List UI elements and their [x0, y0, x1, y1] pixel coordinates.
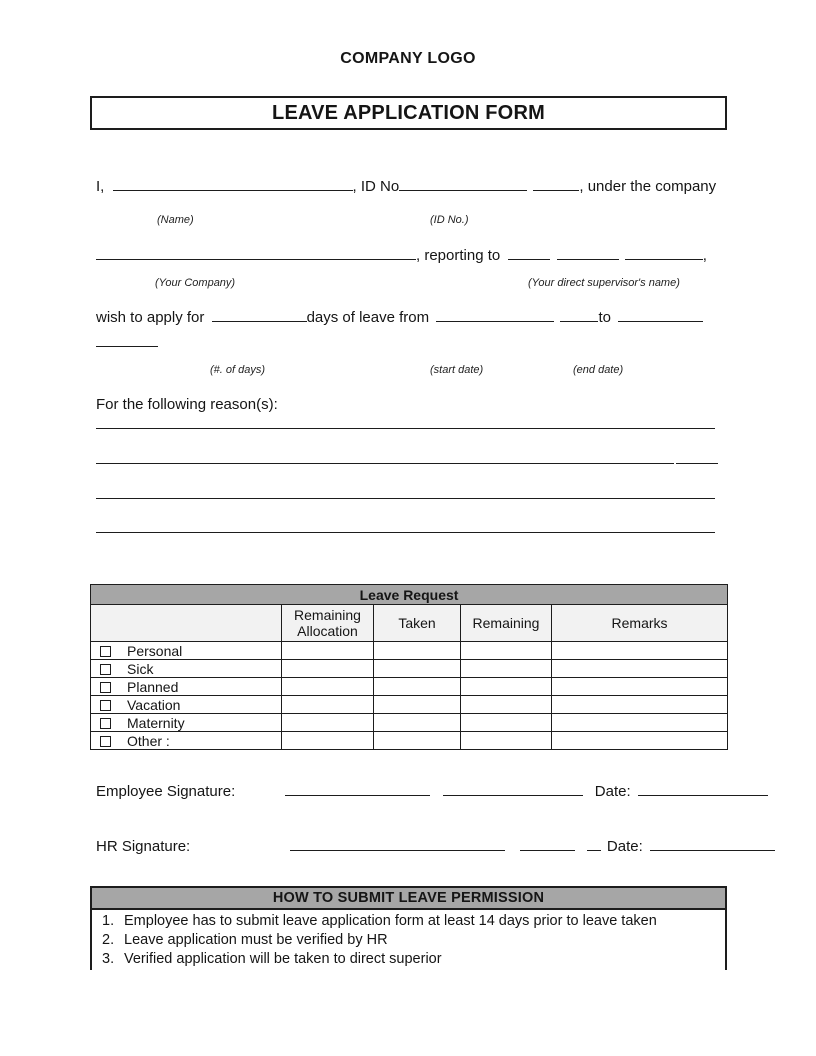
leave-request-table-title: Leave Request	[91, 585, 728, 605]
sick-remaining-cell[interactable]	[461, 660, 552, 678]
employee-signature-blank-1[interactable]	[285, 781, 430, 796]
intro-line-1	[96, 176, 716, 195]
start-date-hint: (start date)	[430, 364, 484, 376]
table-row-personal	[91, 642, 728, 660]
sick-checkbox[interactable]	[100, 664, 111, 675]
hr-signature-blank-1[interactable]	[290, 836, 505, 851]
employee-signature-blank-2[interactable]	[443, 781, 583, 796]
table-row-planned	[91, 678, 728, 696]
supervisor-blank-3[interactable]	[625, 245, 703, 260]
planned-remaining-allocation-cell[interactable]	[282, 678, 374, 696]
hr-signature-row	[96, 836, 775, 855]
personal-remaining-allocation-cell[interactable]	[282, 642, 374, 660]
reason-line-2b[interactable]	[676, 463, 718, 464]
col-remaining: Remaining	[461, 605, 552, 642]
intro-line2-end: ,	[702, 247, 707, 264]
reason-line-3[interactable]	[96, 498, 715, 499]
sick-remaining-allocation-cell[interactable]	[282, 660, 374, 678]
submit-instruction-1: Employee has to submit leave application form at least 14 days prior to leave taken	[124, 913, 657, 929]
supervisor-blank-1[interactable]	[508, 245, 550, 260]
maternity-taken-cell[interactable]	[374, 714, 461, 732]
maternity-remaining-cell[interactable]	[461, 714, 552, 732]
submit-instruction-2: Leave application must be verified by HR	[124, 932, 388, 948]
intro-line-3-continuation	[96, 332, 158, 351]
planned-checkbox[interactable]	[100, 682, 111, 693]
your-company-hint: (Your Company)	[155, 277, 236, 289]
form-title: LEAVE APPLICATION FORM	[272, 102, 545, 124]
reason-line-4[interactable]	[96, 532, 715, 533]
other-remarks-cell[interactable]	[552, 732, 728, 750]
num-days-blank[interactable]	[212, 307, 307, 322]
table-row-vacation	[91, 696, 728, 714]
col-remaining-allocation: Remaining Allocation	[282, 605, 374, 642]
submit-instruction-3: Verified application will be taken to direct superior	[124, 951, 442, 967]
sick-taken-cell[interactable]	[374, 660, 461, 678]
vacation-remaining-cell[interactable]	[461, 696, 552, 714]
intro-line-3	[96, 307, 703, 326]
intro-line1-prefix: I,	[96, 178, 105, 195]
personal-remarks-cell[interactable]	[552, 642, 728, 660]
other-taken-cell[interactable]	[374, 732, 461, 750]
planned-remaining-cell[interactable]	[461, 678, 552, 696]
employee-signature-label: Employee Signature:	[96, 783, 236, 800]
row-label: Other :	[127, 732, 170, 749]
table-row-maternity	[91, 714, 728, 732]
row-label: Personal	[127, 642, 183, 659]
maternity-remarks-cell[interactable]	[552, 714, 728, 732]
supervisor-hint: (Your direct supervisor's name)	[528, 277, 680, 289]
intro-line1-mid: , ID No	[352, 178, 400, 195]
other-checkbox[interactable]	[100, 736, 111, 747]
start-date-blank-2[interactable]	[560, 307, 598, 322]
col-leave-type	[91, 605, 282, 642]
intro-line-2	[96, 245, 707, 264]
end-date-hint: (end date)	[573, 364, 624, 376]
name-hint: (Name)	[157, 214, 194, 226]
end-date-blank[interactable]	[618, 307, 703, 322]
personal-remaining-cell[interactable]	[461, 642, 552, 660]
intro-line2-mid: , reporting to	[416, 247, 501, 264]
reason-label: For the following reason(s):	[96, 396, 278, 413]
leave-request-header-row	[91, 605, 728, 642]
vacation-checkbox[interactable]	[100, 700, 111, 711]
intro-line3-mid: days of leave from	[306, 309, 430, 326]
intro-line3-to: to	[598, 309, 611, 326]
company-blank[interactable]	[96, 245, 416, 260]
employee-signature-row	[96, 781, 768, 800]
id-no-hint: (ID No.)	[430, 214, 469, 226]
leave-request-table	[90, 584, 728, 750]
intro-line1-suffix: , under the company	[579, 178, 717, 195]
planned-taken-cell[interactable]	[374, 678, 461, 696]
hr-signature-blank-3[interactable]	[587, 836, 601, 851]
other-remaining-allocation-cell[interactable]	[282, 732, 374, 750]
col-remarks: Remarks	[552, 605, 728, 642]
personal-checkbox[interactable]	[100, 646, 111, 657]
maternity-remaining-allocation-cell[interactable]	[282, 714, 374, 732]
table-row-sick	[91, 660, 728, 678]
other-remaining-cell[interactable]	[461, 732, 552, 750]
vacation-taken-cell[interactable]	[374, 696, 461, 714]
row-label: Maternity	[127, 714, 185, 731]
supervisor-blank-2[interactable]	[557, 245, 619, 260]
reason-line-2[interactable]	[96, 463, 674, 464]
name-blank[interactable]	[113, 176, 353, 191]
num-days-hint: (#. of days)	[210, 364, 266, 376]
form-title-box	[90, 96, 727, 130]
hr-date-blank[interactable]	[650, 836, 775, 851]
how-to-submit-list	[92, 912, 725, 969]
id-no-blank-2[interactable]	[533, 176, 579, 191]
company-logo: COMPANY LOGO	[340, 50, 476, 67]
maternity-checkbox[interactable]	[100, 718, 111, 729]
col-taken: Taken	[374, 605, 461, 642]
end-date-blank-2[interactable]	[96, 332, 158, 347]
how-to-submit-box	[90, 886, 727, 970]
id-no-blank[interactable]	[399, 176, 527, 191]
row-label: Planned	[127, 678, 179, 695]
employee-date-label: Date:	[594, 783, 631, 800]
how-to-submit-title: HOW TO SUBMIT LEAVE PERMISSION	[92, 888, 725, 910]
intro-line3-prefix: wish to apply for	[96, 309, 205, 326]
row-label: Sick	[127, 660, 154, 677]
hr-signature-blank-2[interactable]	[520, 836, 575, 851]
reason-line-1[interactable]	[96, 428, 715, 429]
employee-date-blank[interactable]	[638, 781, 768, 796]
hr-date-label: Date:	[606, 838, 643, 855]
table-row-other	[91, 732, 728, 750]
sick-remarks-cell[interactable]	[552, 660, 728, 678]
vacation-remaining-allocation-cell[interactable]	[282, 696, 374, 714]
planned-remarks-cell[interactable]	[552, 678, 728, 696]
personal-taken-cell[interactable]	[374, 642, 461, 660]
hr-signature-label: HR Signature:	[96, 838, 191, 855]
row-label: Vacation	[127, 696, 181, 713]
vacation-remarks-cell[interactable]	[552, 696, 728, 714]
start-date-blank[interactable]	[436, 307, 554, 322]
